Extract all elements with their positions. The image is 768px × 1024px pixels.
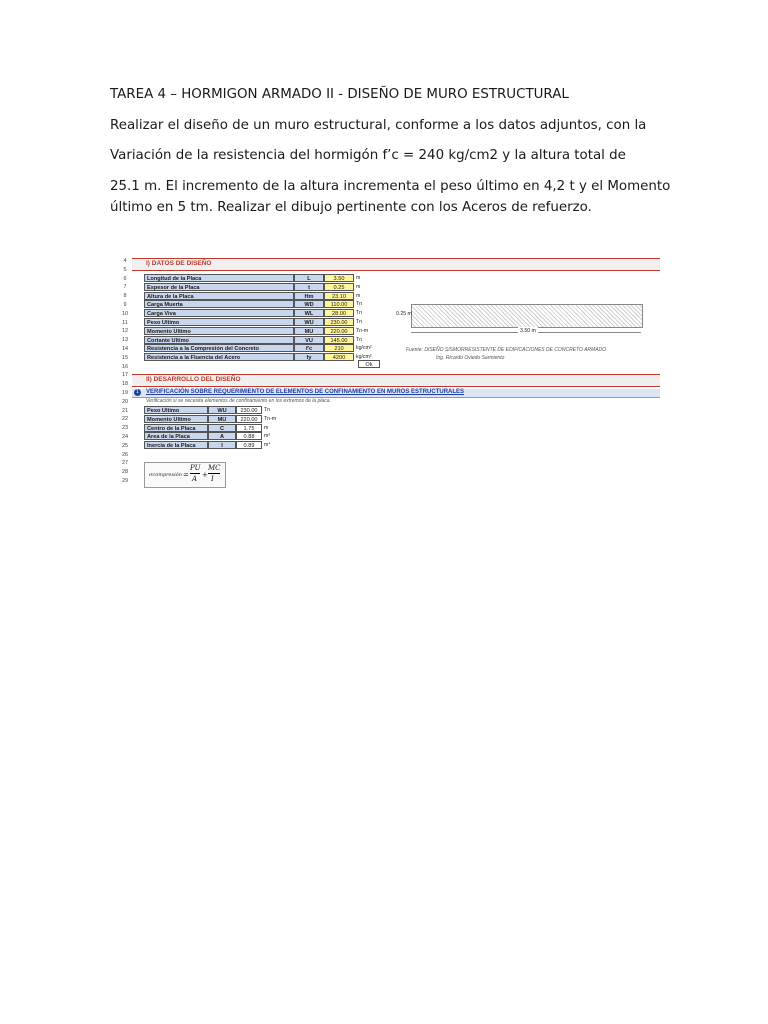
param-symbol: VU: [294, 336, 324, 344]
row-number: 8: [123, 293, 127, 300]
paragraph-line-4: último en 5 tm. Realizar el dibujo pertinente con los Aceros de refuerzo.: [110, 200, 592, 215]
param-unit: m⁴: [264, 442, 271, 449]
param-symbol: Hm: [294, 292, 324, 300]
row-number: 26: [121, 451, 129, 458]
param-unit: Tn-m: [356, 327, 369, 334]
param-value: 145.00: [324, 336, 354, 344]
param-value: 3.50: [324, 274, 354, 282]
param-unit: Tn-m: [264, 415, 277, 422]
formula-t2-den: I: [211, 475, 214, 483]
row-number: 29: [121, 478, 129, 484]
param-unit: Tn: [264, 407, 271, 413]
param-value: 220.00: [324, 327, 354, 335]
param-unit: m: [356, 283, 361, 290]
row-number: 7: [123, 284, 127, 291]
row-number: 19: [121, 390, 129, 396]
formula-t1-den: A: [192, 475, 198, 483]
row-number: 14: [121, 346, 129, 352]
param-value: 220.00: [236, 415, 262, 423]
author-note: Ing. Ricardo Oviedo Sarmiento: [436, 355, 505, 361]
param-label: Altura de la Placa: [144, 292, 294, 300]
param-unit: m: [356, 292, 361, 299]
source-note: Fuente: DISEÑO SISMORRESISTENTE DE EDIFICACIONES DE CONCRETO ARMADO: [406, 347, 607, 353]
formula-t2-num: MC: [208, 464, 221, 472]
assignment-title: TAREA 4 – HORMIGON ARMADO II - DISEÑO DE MURO ESTRUCTURAL: [110, 87, 569, 102]
param-unit: Tn: [356, 310, 363, 317]
param-label: Area de la Placa: [144, 432, 208, 440]
paragraph-line-3: 25.1 m. El incremento de la altura incrementa el peso último en 4,2 t y el Momento: [110, 179, 671, 194]
row-number: 27: [121, 460, 129, 467]
param-label: Resistencia a la Compresión del Concreto: [144, 344, 294, 352]
row-number: 15: [121, 354, 129, 361]
row-number: 18: [121, 381, 129, 388]
wall-plan-drawing: [411, 304, 643, 328]
row-number: 6: [123, 275, 127, 282]
param-unit: m²: [264, 433, 271, 440]
subheading-title: VERIFICACIÓN SOBRE REQUERIMIENTO DE ELEMENTOS DE CONFINAMIENTO EN MUROS ESTRUCTURALES: [146, 389, 465, 395]
param-value: 0.89: [236, 441, 262, 449]
param-unit: Tn: [356, 301, 363, 308]
spreadsheet-screenshot: [118, 256, 660, 488]
paragraph-line-1: Realizar el diseño de un muro estructural, conforme a los datos adjuntos, con la: [110, 118, 647, 133]
row-number: 4: [123, 258, 127, 264]
param-value: 4200: [324, 353, 354, 361]
param-unit: Tn: [356, 336, 363, 343]
section-desarrollo-band: [132, 374, 660, 387]
row-number: 13: [121, 337, 129, 344]
param-label: Carga Viva: [144, 309, 294, 317]
formula-plus: +: [202, 471, 208, 479]
param-label: Inercia de la Placa: [144, 441, 208, 449]
param-unit: m: [264, 424, 269, 431]
param-label: Resistencia a la Fluencia del Acero: [144, 353, 294, 361]
step-one-icon: 1: [134, 389, 141, 396]
row-number: 12: [121, 328, 129, 335]
param-value: 230.00: [324, 318, 354, 326]
compression-formula: [144, 462, 226, 488]
param-label: Momento Ultimo: [144, 415, 208, 423]
param-symbol: MU: [294, 327, 324, 335]
row-number: 22: [121, 416, 129, 423]
param-symbol: WU: [208, 406, 236, 414]
formula-lhs: σcompresión: [149, 472, 182, 478]
row-number: 11: [122, 319, 128, 326]
row-number: 28: [121, 469, 129, 476]
length-label: 3.50 m: [520, 328, 536, 334]
section-desarrollo-title: II) DESARROLLO DEL DISEÑO: [146, 376, 241, 383]
param-symbol: A: [208, 432, 236, 440]
param-symbol: WU: [294, 318, 324, 326]
param-unit: kg/cm²: [356, 354, 372, 361]
ok-indicator: Ok: [358, 360, 380, 368]
param-label: Peso Ultimo: [144, 406, 208, 414]
formula-eq: =: [183, 471, 189, 479]
subheading-note: Verificación si se necesita elementos de confinamiento en los extremos de la placa.: [146, 398, 331, 404]
param-symbol: L: [294, 274, 324, 282]
row-number: 21: [121, 407, 129, 414]
param-unit: m: [356, 275, 361, 281]
row-number: 17: [121, 372, 129, 379]
param-symbol: C: [208, 424, 236, 432]
param-label: Momento Ultimo: [144, 327, 294, 335]
paragraph-line-2: Variación de la resistencia del hormigón f’c = 240 kg/cm2 y la altura total de: [110, 148, 626, 163]
row-number: 23: [121, 425, 129, 432]
row-number: 20: [121, 398, 129, 405]
param-label: Centro de la Placa: [144, 424, 208, 432]
param-symbol: t: [294, 283, 324, 291]
row-number: 5: [123, 266, 127, 273]
param-symbol: fy: [294, 353, 324, 361]
formula-fraction-bar-1: [190, 473, 200, 474]
param-label: Espesor de la Placa: [144, 283, 294, 291]
param-value: 210: [324, 344, 354, 352]
param-label: Cortante Ultimo: [144, 336, 294, 344]
param-symbol: WD: [294, 300, 324, 308]
formula-fraction-bar-2: [208, 473, 220, 474]
param-label: Longitud de la Placa: [144, 274, 294, 282]
param-symbol: f'c: [294, 344, 324, 352]
section-datos-band: [132, 258, 660, 271]
param-value: 1.75: [236, 424, 262, 432]
param-value: 110.00: [324, 300, 354, 308]
param-value: 0.88: [236, 432, 262, 440]
row-number: 16: [121, 363, 129, 370]
param-symbol: WL: [294, 309, 324, 317]
formula-t1-num: PU: [190, 464, 201, 472]
param-value: 230.00: [236, 406, 262, 414]
row-number: 10: [121, 310, 129, 317]
row-number: 24: [121, 434, 129, 440]
param-label: Peso Ultimo: [144, 318, 294, 326]
row-number: 25: [121, 442, 129, 449]
param-unit: Tn: [356, 319, 363, 325]
param-unit: kg/cm²: [356, 345, 372, 352]
row-number: 9: [123, 302, 127, 308]
param-label: Carga Muerta: [144, 300, 294, 308]
thickness-label: 0.25 m: [396, 311, 412, 317]
param-symbol: I: [208, 441, 236, 449]
section-datos-title: I) DATOS DE DISEÑO: [146, 260, 212, 267]
param-symbol: MU: [208, 415, 236, 423]
param-value: 28.00: [324, 309, 354, 317]
param-value: 0.25: [324, 283, 354, 291]
param-value: 23.10: [324, 292, 354, 300]
